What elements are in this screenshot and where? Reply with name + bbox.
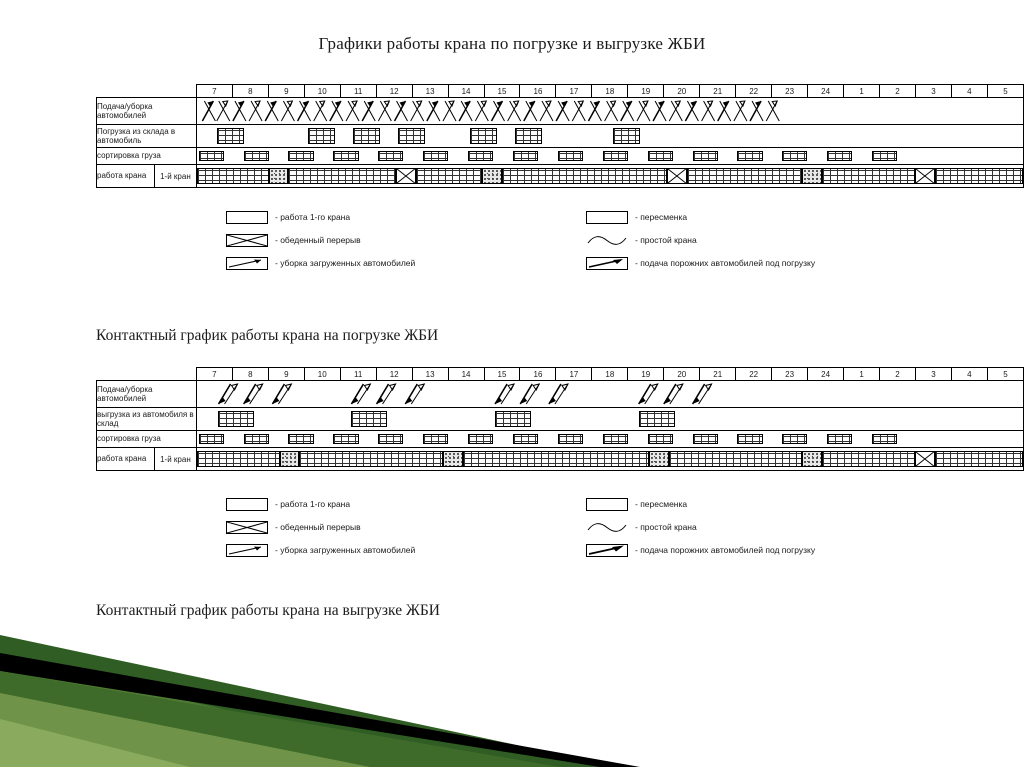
section-caption-2: Контактный график работы крана на выгрузке ЖБИ	[96, 602, 440, 619]
legend-label: - уборка загруженных автомобилей	[275, 258, 416, 268]
legend-item	[226, 543, 415, 557]
gantt-bar	[603, 434, 628, 444]
legend-item	[586, 256, 815, 270]
gantt-bar	[513, 434, 538, 444]
hour-cell: 15	[484, 85, 520, 98]
row-label-load-1: Погрузка из склада в автомобиль	[97, 125, 197, 148]
hour-cell: 9	[268, 85, 304, 98]
legend-label: - простой крана	[635, 235, 697, 245]
hour-cell: 11	[340, 85, 376, 98]
legend-label: - обеденный перерыв	[275, 522, 361, 532]
table-row	[97, 448, 1024, 471]
hours-header-row-1	[97, 85, 1024, 98]
gantt-bar	[737, 434, 762, 444]
bars-overlay	[197, 148, 1023, 164]
cross-box-swatch	[226, 521, 268, 534]
gantt-bar	[353, 128, 380, 144]
gantt-bar	[648, 434, 673, 444]
gantt-chart-loading	[96, 84, 1024, 268]
legend-label: - работа 1-го крана	[275, 499, 351, 509]
hours-header-row-2	[97, 368, 1024, 381]
hour-cell: 3	[915, 85, 951, 98]
hour-cell: 10	[304, 85, 340, 98]
crane-segment-work	[687, 168, 802, 184]
arrow-box-swatch	[226, 544, 268, 557]
table-row	[97, 381, 1024, 408]
hour-cell: 9	[268, 368, 304, 381]
hour-cell: 12	[376, 85, 412, 98]
legend-item	[586, 497, 815, 511]
legend-item	[226, 497, 415, 511]
legend-1-right-column	[586, 210, 815, 279]
legend-item	[226, 520, 415, 534]
legend-label: - пересменка	[635, 499, 688, 509]
hour-cell: 15	[484, 368, 520, 381]
crane-overlay	[197, 448, 1023, 470]
table-row	[97, 431, 1024, 448]
dotted-pattern-swatch	[586, 498, 628, 511]
gantt-bar	[468, 434, 493, 444]
gantt-bar	[199, 151, 224, 161]
hour-cell: 20	[664, 368, 700, 381]
crane-segment-work	[935, 168, 1023, 184]
row-label-cars-2: Подача/уборка автомобилей	[97, 381, 197, 408]
hour-cell: 4	[951, 85, 987, 98]
row-sublabel-crane-2: 1-й кран	[154, 448, 196, 471]
hour-cell: 10	[304, 368, 340, 381]
legend-2-right-column	[586, 497, 815, 566]
hour-cell: 21	[700, 85, 736, 98]
gantt-bar	[378, 434, 403, 444]
hour-cell: 1	[844, 368, 880, 381]
hour-cell: 13	[412, 368, 448, 381]
legend-2	[226, 497, 1006, 567]
row-track-load-1	[196, 125, 1023, 148]
hour-cell: 8	[232, 85, 268, 98]
row-track-sort-1	[196, 148, 1023, 165]
hour-cell: 18	[592, 368, 628, 381]
row-track-unload-2	[196, 408, 1023, 431]
gantt-bar	[288, 151, 313, 161]
crane-segment-shift	[269, 168, 289, 184]
table-row	[97, 165, 1024, 188]
crane-segment-work	[197, 451, 280, 467]
legend-label: - пересменка	[635, 212, 688, 222]
crane-segment-lunch	[915, 451, 935, 467]
gantt-graphic	[197, 98, 1023, 124]
row-track-crane-2	[196, 448, 1023, 471]
hour-cell: 7	[196, 85, 232, 98]
hour-cell: 23	[772, 368, 808, 381]
hour-cell: 14	[448, 85, 484, 98]
hour-cell: 5	[987, 85, 1023, 98]
gantt-bar	[470, 128, 497, 144]
row-label-sort-2: сортировка груза	[97, 431, 197, 448]
hour-cell: 21	[700, 368, 736, 381]
brick-pattern-swatch	[226, 498, 268, 511]
gantt-bar	[217, 128, 244, 144]
table-row	[97, 408, 1024, 431]
gantt-bar	[218, 411, 254, 427]
gantt-chart-unloading	[96, 367, 1024, 555]
row-sublabel-crane-1: 1-й кран	[154, 165, 196, 188]
gantt-table-2	[96, 367, 1024, 471]
hour-cell: 4	[951, 368, 987, 381]
gantt-bar	[468, 151, 493, 161]
row-label-crane-2: работа крана	[97, 448, 155, 471]
crane-segment-work	[935, 451, 1023, 467]
hour-cell: 5	[987, 368, 1023, 381]
section-caption-1: Контактный график работы крана на погрузке ЖБИ	[96, 327, 439, 344]
crane-overlay	[197, 165, 1023, 187]
crane-segment-work	[463, 451, 650, 467]
bars-overlay	[197, 408, 1023, 430]
arrows-overlay	[197, 98, 1023, 124]
hour-cell: 17	[556, 85, 592, 98]
table-row	[97, 148, 1024, 165]
gantt-table-1	[96, 84, 1024, 188]
gantt-bar	[558, 151, 583, 161]
corner-decoration	[0, 627, 640, 767]
legend-label: - обеденный перерыв	[275, 235, 361, 245]
gantt-bar	[782, 434, 807, 444]
hour-cell: 17	[556, 368, 592, 381]
gantt-bar	[288, 434, 313, 444]
gantt-bar	[872, 434, 897, 444]
gantt-bar	[515, 128, 542, 144]
page-title: Графики работы крана по погрузке и выгрузке ЖБИ	[318, 34, 706, 53]
legend-item	[586, 520, 815, 534]
hour-cell: 23	[772, 85, 808, 98]
legend-1	[226, 210, 986, 280]
crane-segment-lunch	[667, 168, 687, 184]
hour-cell: 22	[736, 85, 772, 98]
row-label-sort-1: сортировка груза	[97, 148, 197, 165]
legend-item	[226, 256, 415, 270]
arrow-box-swatch	[226, 257, 268, 270]
black-arrow-box-swatch	[586, 257, 628, 270]
legend-label: - подача порожних автомобилей под погрузку	[635, 545, 816, 555]
hour-cell: 19	[628, 85, 664, 98]
hour-cell: 16	[520, 368, 556, 381]
row-track-sort-2	[196, 431, 1023, 448]
crane-segment-work	[502, 168, 667, 184]
table-row	[97, 125, 1024, 148]
legend-item	[586, 210, 815, 224]
crane-segment-shift	[802, 168, 822, 184]
hour-cell: 24	[808, 85, 844, 98]
hour-cell: 24	[808, 368, 844, 381]
legend-label: - уборка загруженных автомобилей	[275, 545, 416, 555]
crane-segment-lunch	[915, 168, 935, 184]
gantt-graphic	[197, 381, 1023, 407]
crane-segment-work	[197, 168, 269, 184]
dotted-pattern-swatch	[586, 211, 628, 224]
hour-cell: 2	[880, 85, 916, 98]
hour-cell: 22	[736, 368, 772, 381]
gantt-bar	[398, 128, 425, 144]
cross-box-swatch	[226, 234, 268, 247]
crane-segment-shift	[482, 168, 502, 184]
hour-cell: 3	[915, 368, 951, 381]
hour-cell: 12	[376, 368, 412, 381]
crane-segment-work	[669, 451, 802, 467]
crane-segment-work	[822, 451, 915, 467]
gantt-bar	[423, 434, 448, 444]
legend-label: - работа 1-го крана	[275, 212, 351, 222]
brick-pattern-swatch	[226, 211, 268, 224]
crane-segment-lunch	[396, 168, 416, 184]
crane-segment-shift	[443, 451, 463, 467]
hour-cell: 20	[664, 85, 700, 98]
legend-item	[586, 543, 815, 557]
gantt-bar	[423, 151, 448, 161]
legend-2-left-column	[226, 497, 415, 566]
gantt-bar	[378, 151, 403, 161]
hour-cell: 7	[196, 368, 232, 381]
legend-1-left-column	[226, 210, 415, 279]
gantt-bar	[333, 434, 358, 444]
gantt-bar	[827, 151, 852, 161]
black-arrow-box-swatch	[586, 544, 628, 557]
hour-cell: 1	[844, 85, 880, 98]
crane-segment-shift	[802, 451, 822, 467]
legend-label: - подача порожних автомобилей под погрузку	[635, 258, 816, 268]
gantt-bar	[603, 151, 628, 161]
gantt-bar	[648, 151, 673, 161]
row-track-cars-2	[196, 381, 1023, 408]
crane-segment-shift	[649, 451, 669, 467]
bars-overlay	[197, 125, 1023, 147]
crane-segment-shift	[280, 451, 300, 467]
row-label-crane-1: работа крана	[97, 165, 155, 188]
hour-cell: 13	[412, 85, 448, 98]
gantt-bar	[693, 434, 718, 444]
gantt-bar	[199, 434, 224, 444]
wave-line-swatch	[586, 521, 628, 534]
crane-segment-work	[822, 168, 915, 184]
gantt-bar	[351, 411, 387, 427]
gantt-bar	[495, 411, 531, 427]
table-row	[97, 98, 1024, 125]
gantt-bar	[333, 151, 358, 161]
legend-label: - простой крана	[635, 522, 697, 532]
bars-overlay	[197, 431, 1023, 447]
crane-segment-work	[288, 168, 396, 184]
legend-item	[226, 210, 415, 224]
gantt-bar	[513, 151, 538, 161]
gantt-bar	[244, 434, 269, 444]
wave-line-swatch	[586, 234, 628, 247]
gantt-bar	[782, 151, 807, 161]
gantt-bar	[827, 434, 852, 444]
crane-segment-work	[416, 168, 482, 184]
hour-cell: 18	[592, 85, 628, 98]
hour-cell: 14	[448, 368, 484, 381]
gantt-bar	[872, 151, 897, 161]
row-label-unload-2: выгрузка из автомобиля в склад	[97, 408, 197, 431]
gantt-bar	[693, 151, 718, 161]
legend-item	[586, 233, 815, 247]
hour-cell: 19	[628, 368, 664, 381]
hdr-spacer	[154, 368, 196, 381]
legend-item	[226, 233, 415, 247]
hdr-spacer	[154, 85, 196, 98]
gantt-bar	[308, 128, 335, 144]
hour-cell: 2	[880, 368, 916, 381]
gantt-bar	[737, 151, 762, 161]
hour-cell: 11	[340, 368, 376, 381]
hour-cell: 16	[520, 85, 556, 98]
hour-cell: 8	[232, 368, 268, 381]
gantt-bar	[639, 411, 675, 427]
crane-segment-work	[299, 451, 443, 467]
row-label-cars-1: Подача/уборка автомобилей	[97, 98, 197, 125]
row-track-crane-1	[196, 165, 1023, 188]
gantt-bar	[558, 434, 583, 444]
hdr-spacer	[97, 368, 155, 381]
gantt-bar	[613, 128, 640, 144]
arrows-overlay	[197, 381, 1023, 407]
hdr-spacer	[97, 85, 155, 98]
row-track-cars-1	[196, 98, 1023, 125]
gantt-bar	[244, 151, 269, 161]
